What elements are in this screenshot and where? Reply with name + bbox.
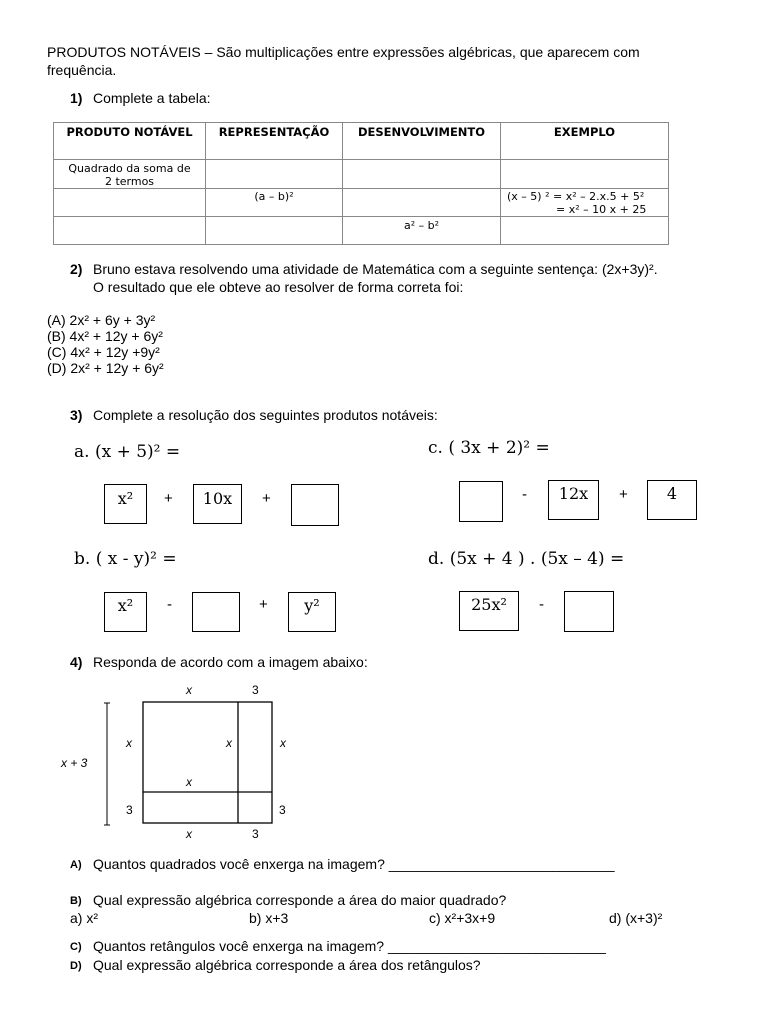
table-row [54,189,669,217]
q4b-option-d[interactable]: d) (x+3)² [609,910,663,926]
diagram-bottom-3: 3 [252,827,259,841]
q3b-expression: b. ( x - y)² = [74,549,177,569]
q3-text: Complete a resolução dos seguintes produtos notáveis: [93,407,438,423]
cell-text: Quadrado da soma de [68,162,191,175]
q3b-box-2[interactable] [192,592,240,632]
table-cell[interactable] [54,217,206,245]
diagram-top-3: 3 [252,683,259,697]
table-cell[interactable] [206,160,343,189]
q3a-box-2[interactable]: 10x [193,484,242,524]
q3d-expression: d. (5x + 4 ) . (5x – 4) = [428,549,625,569]
q3c-box-1[interactable] [459,481,503,522]
q3-number: 3) [70,407,83,423]
diagram-left-x: x [126,736,132,750]
intro-line-1: PRODUTOS NOTÁVEIS – São multiplicações entre expressões algébricas, que aparecem com [47,44,640,60]
intro-line-2: frequência. [47,62,117,78]
q2-option-d[interactable]: (D) 2x² + 12y + 6y² [47,360,164,376]
q3d-box-1[interactable]: 25x² [459,591,519,631]
q3a-op-1: + [164,490,173,507]
q3b-op-2: + [259,596,268,613]
cell-text: (a – b)² [254,190,294,203]
q3b-box-1[interactable]: x² [104,592,147,632]
q4a-text: Quantos quadrados você enxerga na imagem? _____________________________ [93,856,615,872]
q4d-text: Qual expressão algébrica corresponde a área dos retângulos? [93,957,481,973]
q4c-text: Quantos retângulos você enxerga na imagem? ____________________________ [93,938,606,954]
cell-text: 2 termos [104,175,155,188]
table-row [54,160,669,189]
q3c-op-1: - [522,486,527,503]
table-cell[interactable] [206,217,343,245]
q4b-text: Qual expressão algébrica corresponde a área do maior quadrado? [93,892,507,908]
q2-line-1: Bruno estava resolvendo uma atividade de Matemática com a seguinte sentença: (2x+3y)². [93,261,658,277]
table-header: PRODUTO NOTÁVEL [54,123,206,160]
q3d-op-1: - [539,596,544,613]
table-cell [54,160,206,189]
table-cell[interactable] [343,160,501,189]
diagram-inner-x: x [226,736,232,750]
q3a-box-1[interactable]: x² [104,484,147,524]
q4b-option-a[interactable]: a) x² [70,910,98,926]
q2-number: 2) [70,261,83,277]
table-row [54,217,669,245]
table-cell[interactable] [343,189,501,217]
diagram-right-x: x [280,736,286,750]
table-cell[interactable] [54,189,206,217]
diagram-left-3: 3 [126,803,133,817]
q4d-letter: D) [70,960,82,972]
q3c-expression: c. ( 3x + 2)² = [428,438,550,458]
q3c-box-3[interactable]: 4 [647,480,697,520]
q1-number: 1) [70,90,83,106]
diagram-bottom-x: x [186,827,192,841]
q3d-box-2[interactable] [564,591,614,632]
table-cell[interactable] [501,160,669,189]
q4c-letter: C) [70,941,82,953]
q2-option-b[interactable]: (B) 4x² + 12y + 6y² [47,328,163,344]
q2-option-c[interactable]: (C) 4x² + 12y +9y² [47,344,160,360]
q4-number: 4) [70,654,83,670]
q4-text: Responda de acordo com a imagem abaixo: [93,654,368,670]
table-cell [206,189,343,217]
q2-line-2: O resultado que ele obteve ao resolver de forma correta foi: [93,279,464,295]
diagram-side-label: x + 3 [61,756,88,770]
q3c-op-2: + [619,486,628,503]
q4b-letter: B) [70,895,82,907]
q3b-op-1: - [167,596,172,613]
q3a-op-2: + [262,490,271,507]
diagram-mid-x: x [186,775,192,789]
cell-text: = x² – 10 x + 25 [556,203,647,216]
table-header: EXEMPLO [501,123,669,160]
outer-square [143,702,272,823]
table-cell [501,189,669,217]
table-header-row [54,123,669,160]
q3a-box-3[interactable] [291,484,339,526]
table-header: REPRESENTAÇÃO [206,123,343,160]
q4b-option-c[interactable]: c) x²+3x+9 [429,910,496,926]
diagram-right-3: 3 [279,803,286,817]
q4a-letter: A) [70,859,82,871]
q3c-box-2[interactable]: 12x [548,480,599,520]
q2-option-a[interactable]: (A) 2x² + 6y + 3y² [47,312,156,328]
table-header: DESENVOLVIMENTO [343,123,501,160]
q4b-option-b[interactable]: b) x+3 [249,910,289,926]
table-cell [343,217,501,245]
q3a-expression: a. (x + 5)² = [74,442,181,462]
products-table [53,122,669,245]
cell-text: a² – b² [403,219,440,232]
q1-text: Complete a tabela: [93,90,211,106]
cell-text: (x – 5) ² = x² – 2.x.5 + 5² [507,190,645,203]
diagram-top-x: x [186,683,192,697]
q3b-box-3[interactable]: y² [288,592,336,632]
table-cell[interactable] [501,217,669,245]
